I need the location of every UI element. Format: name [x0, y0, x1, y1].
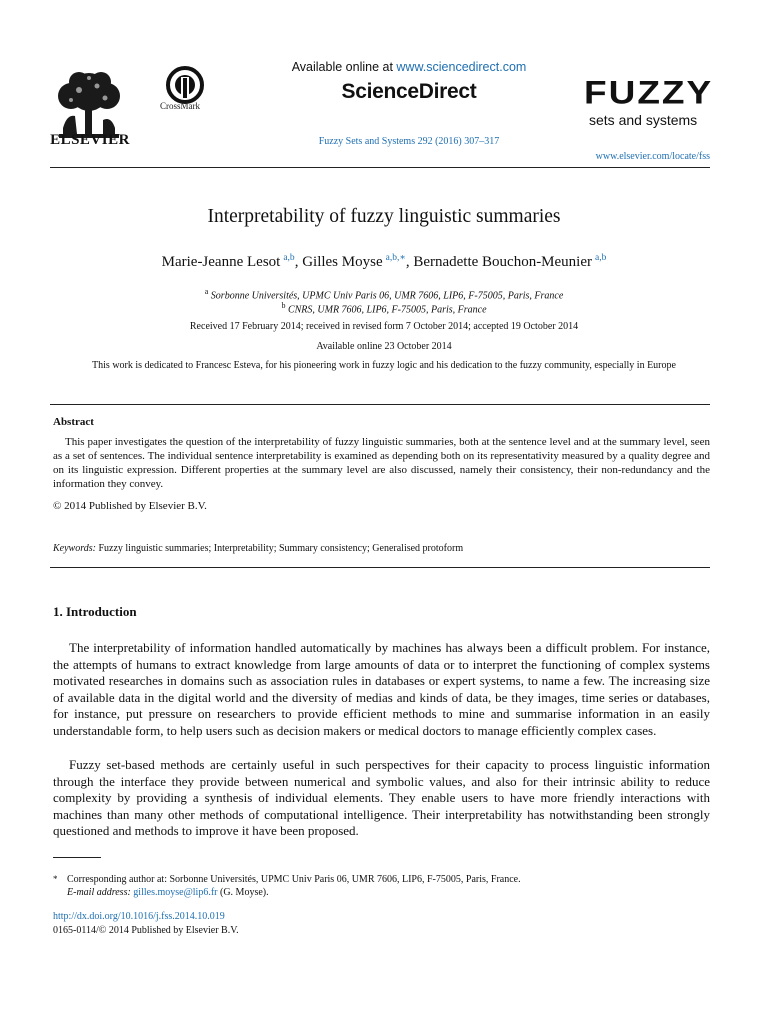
abstract-copyright: © 2014 Published by Elsevier B.V. [53, 500, 207, 512]
available-online-line [0, 60, 768, 74]
author-separator: , [294, 254, 303, 270]
sciencedirect-logo: ScienceDirect [341, 80, 477, 103]
author-affiliation-mark[interactable]: a,b [595, 253, 607, 263]
affiliation-a [0, 287, 768, 301]
keywords-label: Keywords: [53, 543, 96, 554]
corresponding-author-footnote [53, 873, 521, 899]
article-title: Interpretability of fuzzy linguistic summaries [207, 206, 561, 227]
abstract-top-rule [50, 404, 710, 405]
abstract-bottom-rule [50, 567, 710, 568]
footnote-rule [53, 857, 101, 858]
corresponding-author-text: Corresponding author at: Sorbonne Universités, UPMC Univ Paris 06, UMR 7606, LIP6, F-75005, Paris, France. [67, 874, 521, 885]
journal-reference[interactable]: Fuzzy Sets and Systems 292 (2016) 307–317 [318, 136, 500, 147]
email-link[interactable]: gilles.moyse@lip6.fr [133, 887, 218, 898]
author-affiliation-mark[interactable]: a,b,∗ [385, 253, 406, 263]
email-label: E-mail address: [67, 887, 131, 898]
email-owner: (G. Moyse). [217, 887, 269, 898]
intro-paragraph-1 [53, 640, 710, 740]
affiliation-b [0, 301, 768, 315]
affiliation-mark: a [204, 287, 209, 296]
author-list [0, 252, 768, 271]
footnote-mark: * [53, 874, 58, 884]
journal-homepage-link[interactable]: www.elsevier.com/locate/fss [595, 151, 710, 162]
paragraph-text: Fuzzy set-based methods are certainly useful in such perspectives for their capacity to process linguistic information through the interface they provide between numerical and symbolic values, and also for their intrinsic ability to reduce complexity by providing a synthesis of individual elements. They enable users to have more friendly interactions with machines than many other methods of computational intelligence. Their interpretability has notwithstanding been strongly questioned and methods to improve it have been proposed. [53, 757, 710, 839]
available-prefix: Available online at [291, 60, 397, 74]
abstract-body [53, 435, 710, 491]
intro-paragraph-2 [53, 757, 710, 840]
sciencedirect-link[interactable]: www.sciencedirect.com [396, 60, 527, 74]
paragraph-text: The interpretability of information handled automatically by machines has always been a difficult problem. For instance, the attempts of humans to extract knowledge from large amounts of data or to interpret the functioning of complex systems motivated researches in domains such as association rules in databases or expert systems, to name a few. The increasing size of available data in the digital world and the diversity of medias and kinds of data, be they images, time series or databases, for instance, put pressure on researchers to provide efficient methods to mine and summarise information in an easily understandable form, to help users such as decision makers or medical doctors to manage efficiently complex cases. [53, 640, 710, 738]
affiliation-text: Sorbonne Universités, UPMC Univ Paris 06, UMR 7606, LIP6, F-75005, Paris, France [210, 290, 564, 302]
publisher-name: ELSEVIER [50, 132, 130, 148]
author-name: Gilles Moyse [302, 254, 383, 270]
keywords-list: Fuzzy linguistic summaries; Interpretability; Summary consistency; Generalised protoform [98, 543, 464, 554]
available-online-date: Available online 23 October 2014 [316, 341, 452, 352]
journal-logo-subtitle: sets and systems [589, 112, 698, 128]
header-divider [50, 167, 710, 168]
abstract-text: This paper investigates the question of the interpretability of fuzzy linguistic summaries, both at the sentence level and at the summary level, seen as a set of sentences. The individual sentence interpretability is examined as depending both on its representativity measured by a quality degree and on its linguistic expression. Different properties at the summary level are also discussed, namely their consistency, their non-redundancy and the information they convey. [53, 436, 710, 490]
doi-link[interactable]: http://dx.doi.org/10.1016/j.fss.2014.10.019 [53, 911, 225, 922]
author-affiliation-mark[interactable]: a,b [283, 253, 295, 263]
author-name: Marie-Jeanne Lesot [161, 254, 281, 270]
section-heading-introduction: 1. Introduction [53, 604, 137, 619]
received-dates: Received 17 February 2014; received in revised form 7 October 2014; accepted 19 October 2014 [189, 321, 579, 332]
affiliation-text: CNRS, UMR 7606, LIP6, F-75005, Paris, France [287, 304, 487, 316]
keywords-line [53, 543, 463, 554]
issn-copyright: 0165-0114/© 2014 Published by Elsevier B.V. [53, 925, 239, 936]
dedication: This work is dedicated to Francesc Esteva, for his pioneering work in fuzzy logic and his dedication to the fuzzy community, especially in Europe [92, 360, 676, 371]
author-separator: , [405, 254, 414, 270]
abstract-heading: Abstract [53, 416, 94, 428]
affiliation-mark: b [281, 301, 286, 310]
journal-logo-fuzzy: FUZZY [584, 74, 714, 111]
author-name: Bernadette Bouchon-Meunier [413, 254, 593, 270]
crossmark-label: CrossMark [160, 101, 200, 111]
